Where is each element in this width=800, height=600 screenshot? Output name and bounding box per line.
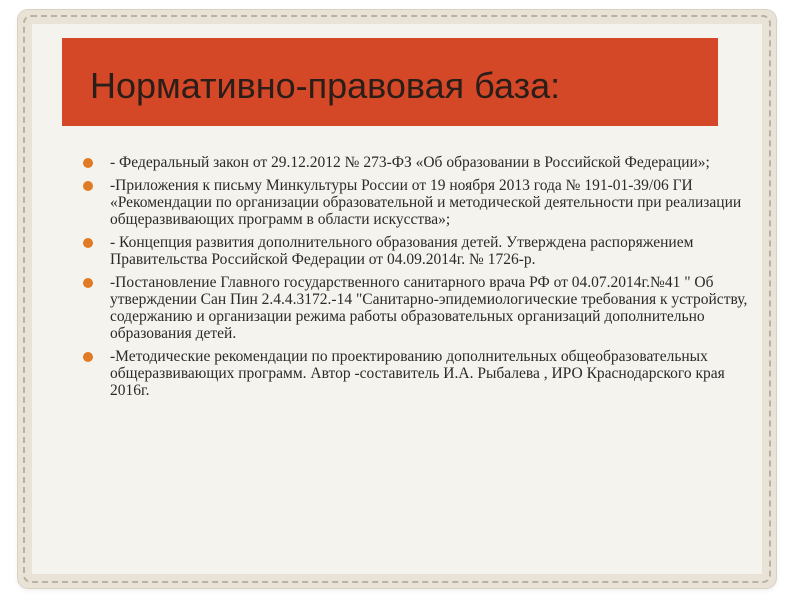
slide-title: Нормативно-правовая база:: [90, 65, 561, 106]
slide-body: [32, 24, 762, 574]
list-item-text: - Федеральный закон от 29.12.2012 № 273-ФЗ «Об образовании в Российской Федерации»;: [110, 154, 710, 171]
list-item-text: -Приложения к письму Минкультуры России от 19 ноября 2013 года № 191-01-39/06 ГИ «Рекомендации по организации образовательной и методической деятельности при реализации общеразвивающих программ в области искусства»;: [110, 177, 742, 228]
list-item: [80, 348, 748, 399]
list-item: [80, 274, 748, 342]
bullet-icon: [83, 181, 93, 191]
bullet-icon: [83, 352, 93, 362]
bullet-icon: [83, 158, 93, 168]
list-item: [80, 177, 748, 228]
bullet-icon: [83, 278, 93, 288]
bullet-list: [80, 154, 748, 405]
title-banner: [62, 38, 718, 126]
bullet-icon: [83, 238, 93, 248]
list-item: [80, 154, 748, 171]
list-item-text: -Методические рекомендации по проектированию дополнительных общеобразовательных общеразвивающих программ. Автор -составитель И.А. Рыбалева , ИРО Краснодарского края 2016г.: [110, 348, 725, 399]
list-item-text: -Постановление Главного государственного санитарного врача РФ от 04.07.2014г.№41 " Об утверждении Сан Пин 2.4.4.3172.-14 "Санитарно-эпидемиологические требования к устройству, содержанию и организации режима работы образовательных организаций дополнительно образования детей.: [110, 274, 748, 342]
list-item: [80, 234, 748, 268]
list-item-text: - Концепция развития дополнительного образования детей. Утверждена распоряжением Правительства Российской Федерации от 04.09.2014г. № 1726-р.: [110, 234, 694, 268]
